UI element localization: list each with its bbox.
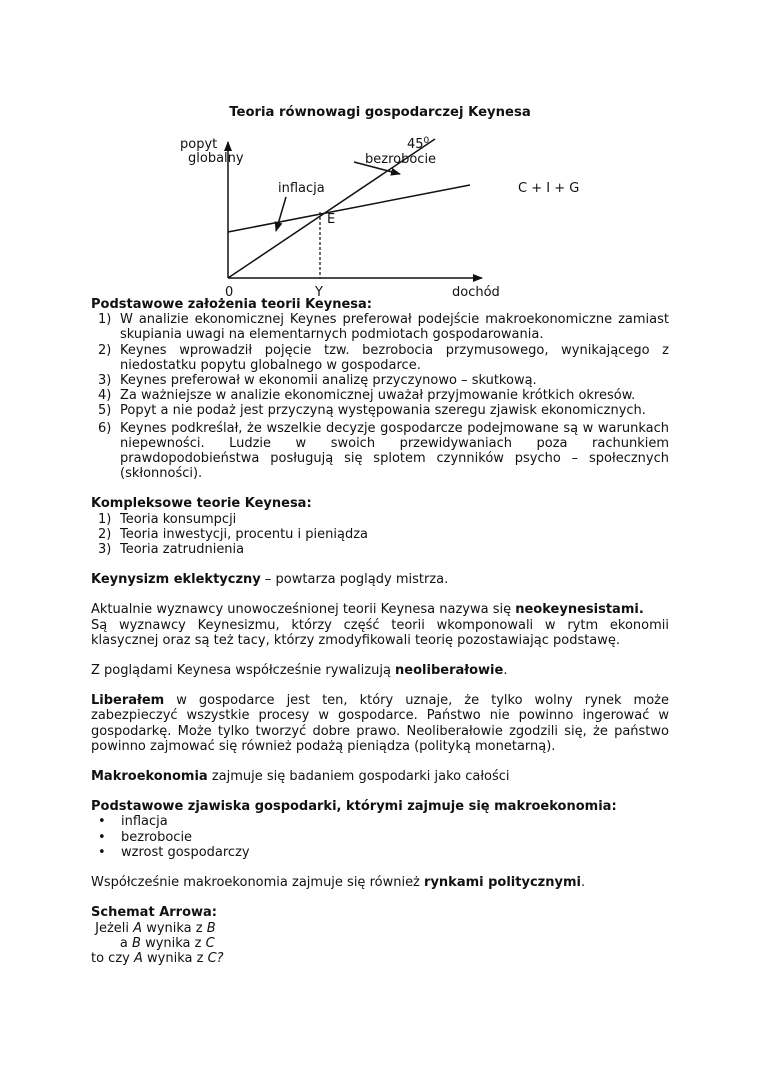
bullet-icon: • [98,844,106,860]
document-body [91,297,669,966]
eclectic-paragraph: Keynysizm eklektyczny – powtarza poglądy mistrza. [91,572,449,588]
list-item: 3) Keynes preferował w ekonomii analizę przyczynowo – skutkową. [98,373,537,389]
section-heading: Podstawowe założenia teorii Keynesa: [91,297,372,312]
list-item: 5) Popyt a nie podaż jest przyczyną występowania szeregu zjawisk ekonomicznych. [98,403,646,419]
y-axis-label: popyt [180,137,218,152]
section-heading: Podstawowe zjawiska gospodarki, którymi zajmuje się makroekonomia: [91,799,617,815]
section-heading: Kompleksowe teorie Keynesa: [91,496,312,512]
unemployment-label: bezrobocie [365,152,437,167]
list-item: 6) Keynes podkreślał, że wszelkie decyzje gospodarcze podejmowane są w warunkach niepewności. Ludzie w swoich przewidywaniach poza rachunkiem prawdopodobieństwa posługują się splotem czynników psycho – społecznych (skłonności). [98,420,669,482]
phenomena-list [91,814,669,860]
arrow-scheme [91,905,669,966]
aggregate-demand-label: C + I + G [518,181,580,196]
inflation-arrow-icon [276,197,286,231]
equilibrium-label: E [327,212,336,227]
arrow-line: to czy A wynika z C? [91,950,224,966]
political-paragraph: Współcześnie makroekonomia zajmuje się również rynkami politycznymi. [91,875,586,891]
bullet-icon: • [98,814,106,830]
list-item: 1) Teoria konsumpcji [98,511,237,527]
list-item: 4) Za ważniejsze w analizie ekonomicznej uważał przyjmowanie krótkich okresów. [98,388,636,404]
bullet-icon: • [98,829,106,845]
list-item: • inflacja [98,814,168,830]
income-label: Y [315,285,323,300]
list-item: 2) Teoria inwestycji, procentu i pieniądza [98,526,369,542]
list-item: 3) Teoria zatrudnienia [98,542,245,558]
line-45-label: $45^0$ [407,136,430,152]
rivals-paragraph: Z poglądami Keynesa współcześnie rywalizują neoliberałowie. [91,663,508,679]
macro-paragraph: Makroekonomia zajmuje się badaniem gospodarki jako całości [91,769,510,785]
aggregate-demand-line [228,185,470,232]
x-axis-label: dochód [452,285,500,300]
list-item: • bezrobocie [98,829,193,845]
section-heading: Schemat Arrowa: [91,905,217,921]
list-item: 2) Keynes wprowadził pojęcie tzw. bezrobocia przymusowego, wynikającego z niedostatku popytu globalnego w gospodarce. [98,342,669,373]
arrow-line: Jeżeli A wynika z B [91,920,216,936]
liberal-paragraph: Liberałem w gospodarce jest ten, który uznaje, że tylko wolny rynek może zabezpieczyć wszystkie procesy w gospodarce. Państwo nie powinno ingerować w gospodarkę. Może tylko tworzyć dobre prawo. Neoliberałowie zgodzili się, że państwo powinno zajmować się również podażą pieniądza (polityką monetarną). [91,693,669,754]
arrow-line: a B wynika z C [91,935,215,951]
list-item: • wzrost gospodarczy [98,844,250,860]
inflation-label: inflacja [278,181,325,196]
origin-label: 0 [225,285,234,300]
list-item: 1) W analizie ekonomicznej Keynes preferował podejście makroekonomiczne zamiast skupiania uwagi na elementarnych podmiotach gospodarowania. [98,312,669,343]
keynes-equilibrium-diagram [0,0,760,300]
y-axis-label: globalny [188,151,244,166]
assumptions-list [91,312,669,481]
neokeynes-paragraph: Aktualnie wyznawcy unowocześnionej teorii Keynesa nazywa się neokeynesistami. Są wyznawcy Keynesizmu, którzy część teorii wkomponowali w rytm ekonomii klasycznej oraz są też tacy, którzy zmodyfikowali teorię pozostawiając podstawę. [91,602,669,648]
document-title: Teoria równowagi gospodarczej Keynesa [229,105,531,120]
theories-list [91,512,669,558]
